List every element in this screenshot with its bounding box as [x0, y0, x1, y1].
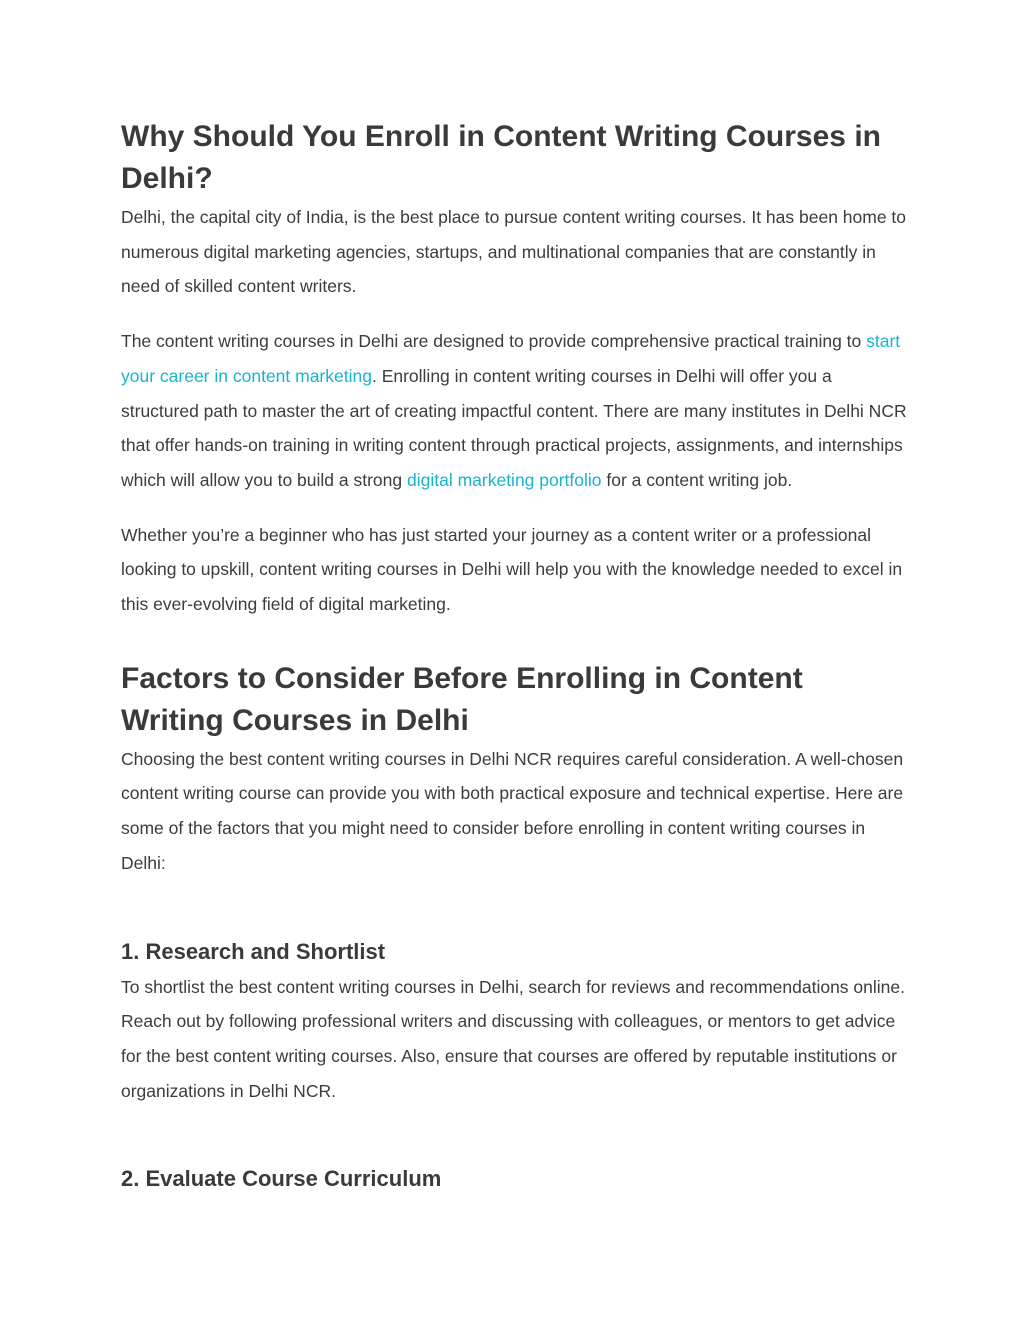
section-heading-why-enroll: Why Should You Enroll in Content Writing Courses in Delhi? [121, 120, 881, 195]
paragraph-text: . Enrolling in content writing courses in Delhi will offer you a structured path to master the art of creating impactful content. There are many institutes in Delhi NCR that offer hands-on training in writing content through practical projects, assignments, and internships which will allow you to build a strong [121, 365, 907, 490]
paragraph-courses-designed [121, 324, 911, 498]
link-start-career-content-marketing[interactable]: start your career in content marketing [121, 331, 901, 386]
paragraph-beginner-or-professional: Whether you’re a beginner who has just started your journey as a content writer or a professional looking to upskill, content writing courses in Delhi will help you with the knowledge needed to excel in this ever-evolving field of digital marketing. [121, 524, 903, 615]
paragraph-delhi-intro: Delhi, the capital city of India, is the best place to pursue content writing courses. It has been home to numerous digital marketing agencies, startups, and multinational companies that are constantly in need of skilled content writers. [121, 207, 907, 297]
subheading-research-shortlist: 1. Research and Shortlist [121, 938, 386, 964]
paragraph-choosing-best: Choosing the best content writing courses in Delhi NCR requires careful consideration. A well-chosen content writing course can provide you with both practical exposure and technical expertise. Here are some of the factors that you might need to consider before enrolling in content writing courses in Delhi: [121, 748, 904, 873]
document-page [121, 116, 911, 1194]
paragraph-shortlist-courses: To shortlist the best content writing courses in Delhi, search for reviews and recommendations online. Reach out by following professional writers and discussing with colleagues, or mentors to get advice for the best content writing courses. Also, ensure that courses are offered by reputable institutions or organizations in Delhi NCR. [121, 976, 905, 1101]
subheading-evaluate-curriculum: 2. Evaluate Course Curriculum [121, 1166, 442, 1192]
link-digital-marketing-portfolio[interactable]: digital marketing portfolio [406, 469, 602, 490]
paragraph-text: for a content writing job. [601, 469, 793, 490]
section-heading-factors: Factors to Consider Before Enrolling in Content Writing Courses in Delhi [121, 661, 803, 737]
paragraph-text: The content writing courses in Delhi are designed to provide comprehensive practical training to [121, 331, 867, 352]
